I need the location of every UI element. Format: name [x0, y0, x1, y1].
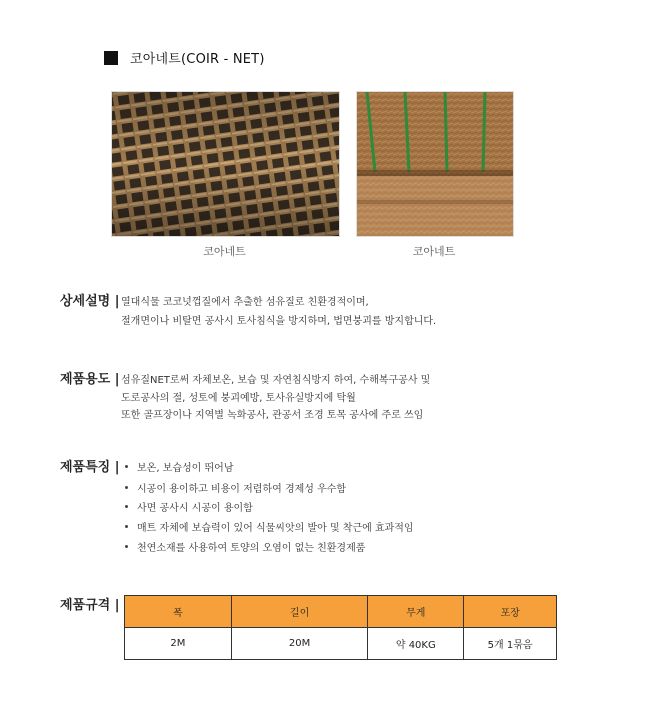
detail-label: 상세설명 | — [60, 294, 120, 309]
black-square-icon — [104, 51, 118, 65]
spec-header-weight: 무게 — [368, 596, 464, 628]
feature-item — [125, 499, 253, 514]
feature-item — [125, 539, 365, 554]
photo-caption-1: 코아네트 — [203, 245, 246, 258]
feature-item — [125, 459, 233, 474]
detail-line-2: 절개면이나 비탈면 공사시 토사침식을 방지하며, 법면붕괴를 방지합니다. — [121, 316, 437, 327]
feature-text: 시공이 용이하고 비용이 저렴하여 경제성 우수함 — [137, 484, 347, 495]
usage-line-3: 또한 골프장이나 지역별 녹화공사, 관공서 조경 토목 공사에 주로 쓰임 — [121, 410, 424, 421]
spec-label: 제품규격 | — [60, 598, 120, 613]
usage-line-2: 도로공사의 절, 성토에 붕괴예방, 토사유실방지에 탁월 — [121, 393, 356, 404]
spec-cell-length: 20M — [231, 628, 368, 660]
feature-text: 천연소재를 사용하여 토양의 오염이 없는 친환경제품 — [137, 543, 366, 554]
feature-text: 매트 자체에 보습력이 있어 식물씨앗의 발아 및 착근에 효과적임 — [137, 523, 414, 534]
page-title — [104, 48, 265, 67]
spec-cell-width: 2M — [125, 628, 232, 660]
table-row — [125, 628, 557, 660]
spec-table — [124, 595, 557, 660]
bullet-icon — [125, 505, 128, 508]
bullet-icon — [125, 486, 128, 489]
photo-caption-2: 코아네트 — [412, 245, 456, 258]
bullet-icon — [125, 525, 128, 528]
spec-cell-weight: 약 40KG — [368, 628, 464, 660]
spec-header-width: 폭 — [125, 596, 232, 628]
bullet-icon — [125, 545, 128, 548]
spec-header-packing: 포장 — [464, 596, 557, 628]
coir-net-photo-2 — [356, 91, 514, 237]
spec-cell-packing: 5개 1묶음 — [464, 628, 557, 660]
coir-net-photo-1 — [111, 91, 340, 237]
page-title-text: 코아네트(COIR - NET) — [130, 52, 265, 67]
spec-header-row — [125, 596, 557, 628]
bullet-icon — [125, 465, 128, 468]
detail-line-1: 열대식물 코코넛껍질에서 추출한 섬유질로 친환경적이며, — [121, 297, 369, 308]
usage-label: 제품용도 | — [60, 372, 120, 387]
spec-header-length: 길이 — [231, 596, 368, 628]
feature-text: 보온, 보습성이 뛰어남 — [137, 463, 234, 474]
feature-text: 사면 공사시 시공이 용이함 — [137, 503, 253, 514]
usage-line-1: 섬유질NET로써 자체보온, 보습 및 자연침식방지 하여, 수해복구공사 및 — [121, 375, 431, 386]
features-label: 제품특징 | — [60, 460, 120, 475]
feature-item — [125, 519, 414, 534]
feature-item — [125, 480, 346, 495]
